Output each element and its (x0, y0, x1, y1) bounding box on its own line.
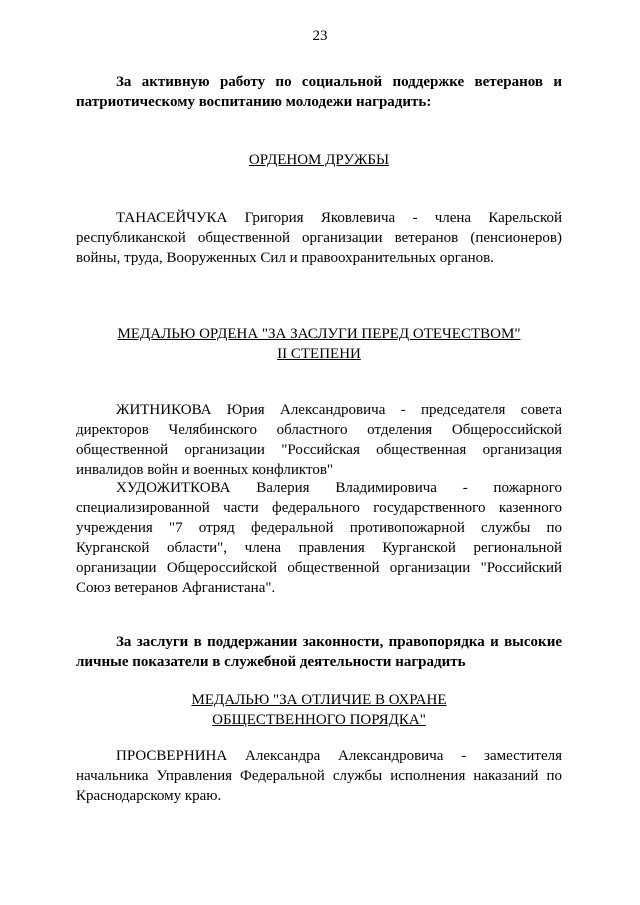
section2-intro: За заслуги в поддержании законности, правопорядка и высокие личные показатели в служебной деятельности наградить (76, 634, 562, 670)
award3-title-line2: ОБЩЕСТВЕННОГО ПОРЯДКА" (212, 712, 426, 728)
award2-title-line2: II СТЕПЕНИ (277, 346, 361, 362)
award1-title: ОРДЕНОМ ДРУЖБЫ (248, 152, 390, 168)
award2-title-line1: МЕДАЛЬЮ ОРДЕНА "ЗА ЗАСЛУГИ ПЕРЕД ОТЕЧЕСТВОМ" (117, 326, 521, 342)
section1-intro: За активную работу по социальной поддержке ветеранов и патриотическому воспитанию молодежи наградить: (76, 74, 562, 110)
award3-title-line1: МЕДАЛЬЮ "ЗА ОТЛИЧИЕ В ОХРАНЕ (191, 692, 447, 708)
award1-recipient: ТАНАСЕЙЧУКА Григория Яковлевича - члена Карельской республиканской общественной организации ветеранов (пенсионеров) войны, труда, Вооруженных Сил и правоохранительных органов. (76, 210, 562, 266)
award2-recipient-2: ХУДОЖИТКОВА Валерия Владимировича - пожарного специализированной части федерального государственного казенного учреждения "7 отряд федеральной противопожарной службы по Курганской области", члена правления Курганской региональной организации Общероссийской общественной организации "Российский Союз ветеранов Афганистана". (76, 480, 562, 596)
award2-recipient-1: ЖИТНИКОВА Юрия Александровича - председателя совета директоров Челябинского областного отделения Общероссийской общественной организации "Российская общественная организация инвалидов войн и военных конфликтов" (76, 402, 562, 478)
award3-recipient: ПРОСВЕРНИНА Александра Александровича - заместителя начальника Управления Федеральной службы исполнения наказаний по Краснодарскому краю. (76, 748, 562, 804)
page-number: 23 (312, 28, 328, 44)
